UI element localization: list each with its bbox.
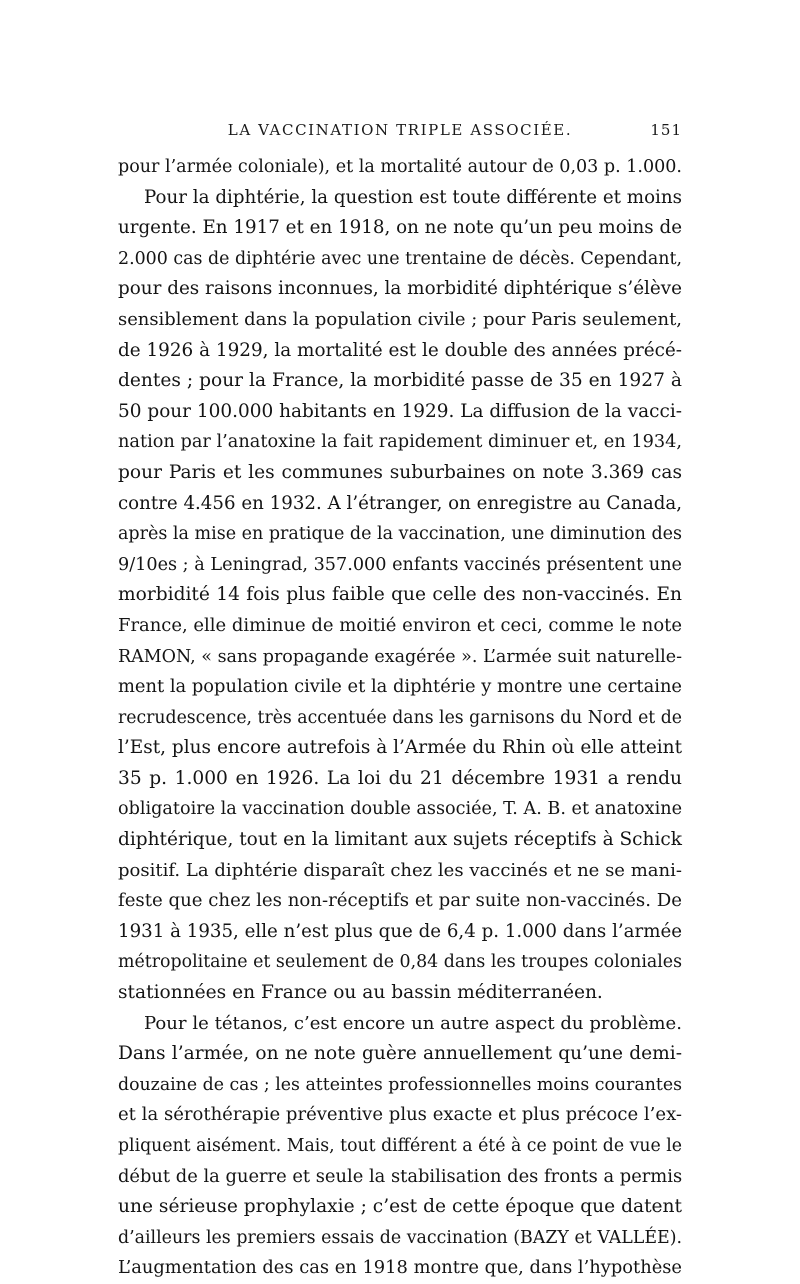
text-line: positif. La diphtérie disparaît chez les vaccinés et ne se mani- <box>118 859 682 881</box>
text-line: pour Paris et les communes suburbaines on note 3.369 cas <box>118 461 682 483</box>
text-line: nation par l’anatoxine la fait rapidement diminuer et, en 1934, <box>118 432 683 453</box>
text-line: 1931 à 1935, elle n’est plus que de 6,4 p. 1.000 dans l’armée <box>118 920 682 942</box>
text-line: contre 4.456 en 1932. A l’étranger, on enregistre au Canada, <box>118 492 682 514</box>
text-line: sensiblement dans la population civile ; pour Paris seulement, <box>118 308 682 330</box>
running-title: LA VACCINATION TRIPLE ASSOCIÉE. <box>227 121 573 139</box>
text-line: de 1926 à 1929, la mortalité est le double des années précé- <box>118 339 682 361</box>
text-line: une sérieuse prophylaxie ; c’est de cette époque que datent <box>118 1196 682 1218</box>
text-line: recrudescence, très accentuée dans les garnisons du Nord et de <box>118 707 682 728</box>
text-line: pour l’armée coloniale), et la mortalité autour de 0,03 p. 1.000. <box>118 157 682 177</box>
text-line: l’Est, plus encore autrefois à l’Armée du Rhin où elle atteint <box>118 737 682 759</box>
text-line: pour des raisons inconnues, la morbidité diphtérique s’élève <box>118 278 682 300</box>
text-line: RAMON, « sans propagande exagérée ». L’armée suit naturelle- <box>118 646 682 667</box>
paragraph-last-line: stationnées en France ou au bassin méditerranéen. <box>118 982 603 1004</box>
page-number: 151 <box>650 121 682 139</box>
text-line: métropolitaine et seulement de 0,84 dans les troupes coloniales <box>118 952 682 973</box>
text-line: 35 p. 1.000 en 1926. La loi du 21 décembre 1931 a rendu <box>118 767 682 789</box>
text-line: morbidité 14 fois plus faible que celle des non-vaccinés. En <box>118 584 682 606</box>
paragraph-first-line: Pour la diphtérie, la question est toute différente et moins <box>144 186 682 208</box>
paragraph-first-line: Pour le tétanos, c’est encore un autre aspect du problème. <box>144 1012 682 1034</box>
body-text <box>118 152 682 1284</box>
text-line: 2.000 cas de diphtérie avec une trentaine de décès. Cependant, <box>118 248 682 269</box>
text-line: après la mise en pratique de la vaccination, une diminution des <box>118 524 682 545</box>
text-line: Dans l’armée, on ne note guère annuellement qu’une demi- <box>118 1043 682 1065</box>
text-line: diphtérique, tout en la limitant aux sujets réceptifs à Schick <box>118 829 682 851</box>
text-line: début de la guerre et seule la stabilisation des fronts a permis <box>118 1165 683 1187</box>
text-line: ment la population civile et la diphtérie y montre une certaine <box>118 676 682 698</box>
text-line: dentes ; pour la France, la morbidité passe de 35 en 1927 à <box>118 370 682 392</box>
running-head <box>118 118 682 142</box>
text-line: et la sérothérapie préventive plus exacte et plus précoce l’ex- <box>118 1104 682 1126</box>
text-line: L’augmentation des cas en 1918 montre que, dans l’hypothèse <box>118 1257 682 1279</box>
text-line: d’ailleurs les premiers essais de vaccination (BAZY et VALLÉE). <box>118 1227 682 1248</box>
text-line: pliquent aisément. Mais, tout différent a été à ce point de vue le <box>118 1136 682 1156</box>
text-line: France, elle diminue de moitié environ et ceci, comme le note <box>118 614 682 636</box>
text-line: urgente. En 1917 et en 1918, on ne note qu’un peu moins de <box>118 217 682 239</box>
text-line: 9/10es ; à Leningrad, 357.000 enfants vaccinés présentent une <box>118 554 682 575</box>
text-line: douzaine de cas ; les atteintes professionnelles moins courantes <box>118 1074 682 1095</box>
text-line: obligatoire la vaccination double associée, T. A. B. et anatoxine <box>118 799 682 820</box>
text-line: feste que chez les non-réceptifs et par suite non-vaccinés. De <box>118 890 682 912</box>
text-line: 50 pour 100.000 habitants en 1929. La diffusion de la vacci- <box>118 400 682 422</box>
